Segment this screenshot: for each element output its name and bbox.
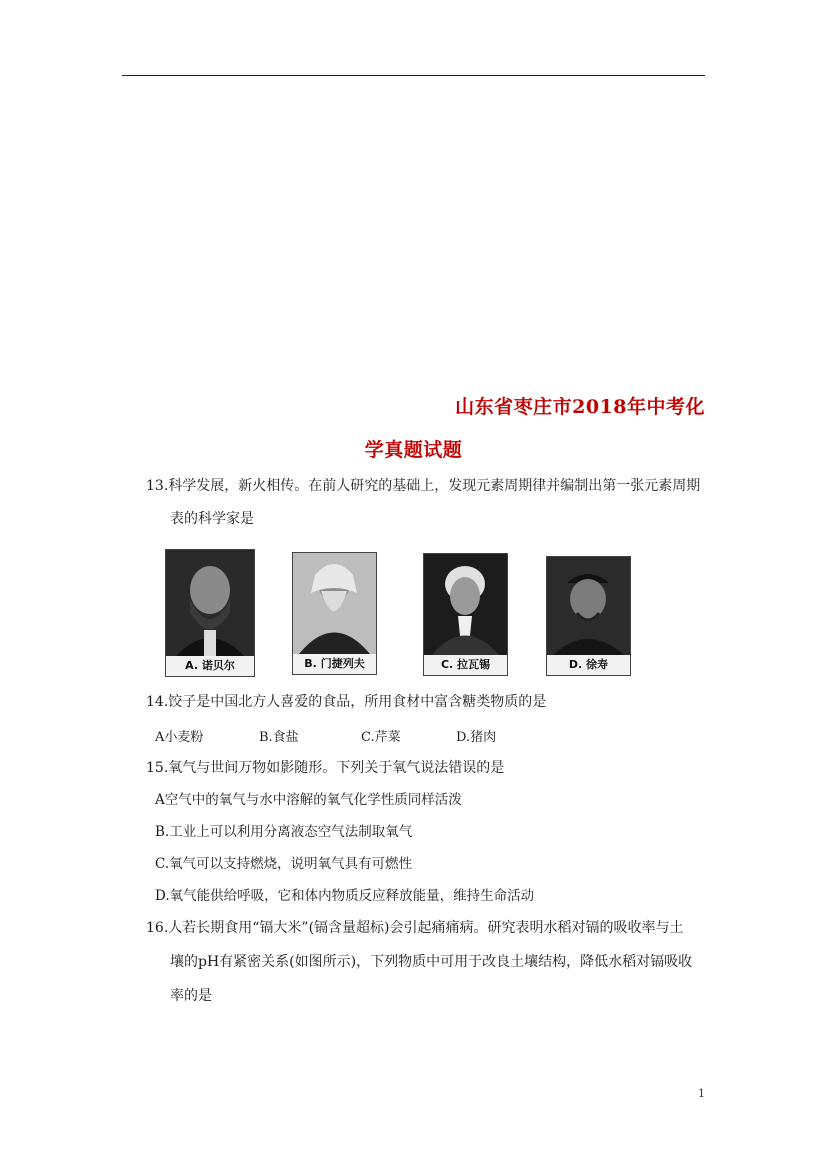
q16-line1: 16.人若长期食用“镉大米”(镉含量超标)会引起痛痛病。研究表明水稻对镉的吸收率与土 xyxy=(146,920,684,936)
q13-line1: 13.科学发展，新火相传。在前人研究的基础上，发现元素周期律并编制出第一张元素周期 xyxy=(146,478,701,494)
q16-line3: 率的是 xyxy=(170,988,212,1004)
portrait-nobel xyxy=(165,549,255,677)
portrait-mendeleev-figure xyxy=(293,553,376,654)
portrait-nobel-figure xyxy=(166,550,254,656)
q15-option-c: C.氧气可以支持燃烧，说明氧气具有可燃性 xyxy=(155,856,413,872)
q14-option-d: D.猪肉 xyxy=(456,730,497,745)
q14-option-b: B.食盐 xyxy=(259,730,299,745)
portrait-xu-shou-figure xyxy=(547,557,630,655)
caption-b: B. 门捷列夫 xyxy=(293,654,376,674)
q16-line2: 壤的pH有紧密关系(如图所示)，下列物质中可用于改良土壤结构，降低水稻对镉吸收 xyxy=(170,954,693,970)
header-rule xyxy=(122,75,705,76)
q15-option-a: A空气中的氧气与水中溶解的氧气化学性质同样活泼 xyxy=(155,792,462,808)
q14-option-a: A小麦粉 xyxy=(155,730,204,745)
q13-line2: 表的科学家是 xyxy=(170,511,254,527)
portrait-lavoisier xyxy=(423,553,508,676)
q14-stem: 14.饺子是中国北方人喜爱的食品，所用食材中富含糖类物质的是 xyxy=(146,694,547,710)
title-line-2: 学真题试题 xyxy=(364,439,463,461)
q14-option-c: C.芹菜 xyxy=(361,730,401,745)
page-number: 1 xyxy=(698,1087,705,1100)
caption-a: A. 诺贝尔 xyxy=(166,656,254,676)
portrait-lavoisier-figure xyxy=(424,554,507,655)
caption-d: D. 徐寿 xyxy=(547,655,630,675)
q15-option-b: B.工业上可以利用分离液态空气法制取氧气 xyxy=(155,824,413,840)
q14-options xyxy=(0,726,827,746)
title-line-1: 山东省枣庄市2018年中考化 xyxy=(455,396,705,418)
q15-option-d: D.氧气能供给呼吸，它和体内物质反应释放能量，维持生命活动 xyxy=(155,888,535,904)
portrait-mendeleev xyxy=(292,552,377,675)
caption-c: C. 拉瓦锡 xyxy=(424,655,507,675)
portrait-xu-shou xyxy=(546,556,631,676)
q15-stem: 15.氧气与世间万物如影随形。下列关于氧气说法错误的是 xyxy=(146,760,505,776)
